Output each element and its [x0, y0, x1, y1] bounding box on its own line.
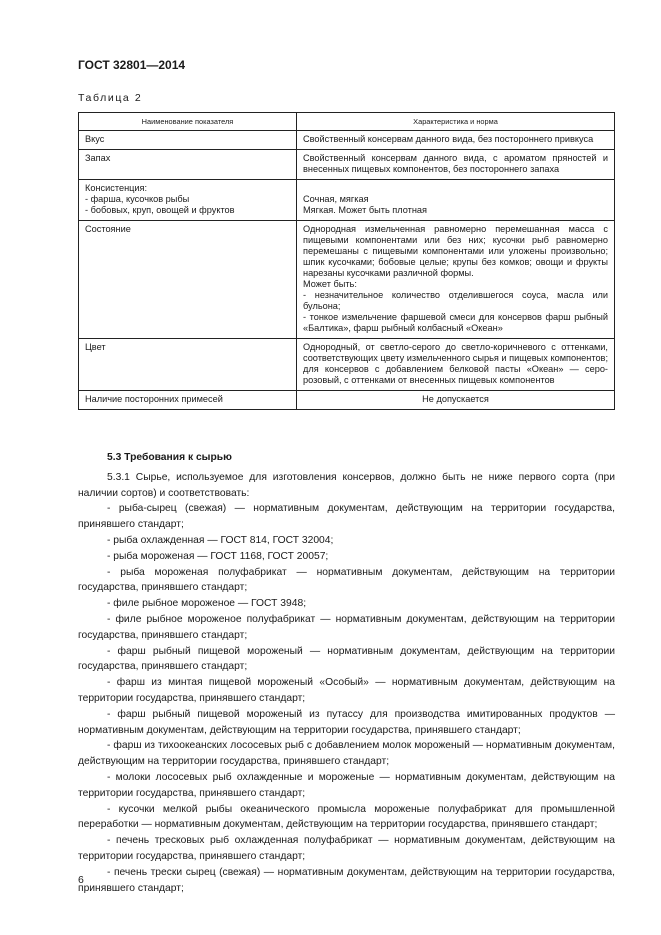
- table-row: [79, 180, 615, 221]
- row-value-group: [297, 221, 615, 339]
- list-item: - печень трески сырец (свежая) — нормативным документам, действующим на территории государства, принявшего стандарт;: [78, 866, 615, 894]
- list-item: - печень тресковых рыб охлажденная полуфабрикат — нормативным документам, действующим на территории государства, принявшего стандарт;: [78, 835, 615, 862]
- row-name: Вкус: [79, 131, 297, 150]
- row-note: - незначительное количество отделившегося соуса, масла или бульона;: [303, 290, 608, 311]
- list-item: - рыба охлажденная — ГОСТ 814, ГОСТ 32004;: [107, 534, 334, 546]
- list-item: - филе рыбное мороженое — ГОСТ 3948;: [107, 598, 307, 610]
- section-body: [78, 450, 615, 896]
- list-item: - фарш из тихоокеанских лососевых рыб с добавлением молок мороженый — нормативным документам, действующим на территории государства, принявшего стандарт;: [78, 740, 615, 768]
- column-header-value: Характеристика и норма: [297, 113, 615, 131]
- list-item: - кусочки мелкой рыбы океанического промысла мороженые полуфабрикат для промышленной переработки — нормативным документам, действующим на территории государства, принявшего стандарт;: [78, 803, 615, 831]
- row-note: - тонкое измельчение фаршевой смеси для консервов фарш рыбный «Балтика», фарш рыбный колбасный «Океан»: [303, 312, 608, 333]
- row-value: Не допускается: [297, 391, 615, 410]
- paragraph: 5.3.1 Сырье, используемое для изготовления консервов, должно быть не ниже первого сорта (при наличии сортов) и соответствовать:: [78, 471, 615, 499]
- standard-header: ГОСТ 32801—2014: [78, 58, 186, 72]
- list-item: - рыба мороженая полуфабрикат — нормативным документам, действующим на территории государства, принявшего стандарт;: [78, 566, 615, 594]
- row-value: Однородная измельченная равномерно перемешанная масса с пищевыми компонентами или без них; кусочки рыб равномерно перемешаны с пищевыми компонентами или уложены произвольно; шпик кусочками; бобовые целые; крупы без комков; овощи и фрукты нарезаны кусочками различной формы.: [303, 224, 608, 278]
- row-value: Свойственный консервам данного вида, без постороннего привкуса: [297, 131, 615, 150]
- row-name: Консистенция:: [85, 183, 148, 193]
- list-item: - молоки лососевых рыб охлажденные и мороженые — нормативным документам, действующим на территории государства, принявшего стандарт;: [78, 771, 615, 799]
- list-item: - рыба-сырец (свежая) — нормативным документам, действующим на территории государства, принявшего стандарт;: [78, 503, 615, 531]
- list-item: - филе рыбное мороженое полуфабрикат — нормативным документам, действующим на территории государства, принявшего стандарт;: [78, 613, 615, 641]
- row-name: Состояние: [79, 221, 297, 339]
- row-name: Запах: [79, 150, 297, 180]
- table-header-row: [79, 113, 615, 131]
- table-caption: Таблица 2: [78, 92, 143, 104]
- row-sub-value: Мягкая. Может быть плотная: [303, 205, 427, 215]
- list-item: - фарш из минтая пищевой мороженый «Особый» — нормативным документам, действующим на территории государства, принявшего стандарт;: [78, 677, 615, 704]
- list-item: - фарш рыбный пищевой мороженый из путассу для производства имитированных продуктов — нормативным документам, действующим на территории государства, принявшего стандарт;: [78, 708, 615, 736]
- row-value: Однородный, от светло-серого до светло-коричневого с оттенками, соответствующих цвету измельченного сырья и пищевых компонентов; для консервов с добавлением белковой пасты «Океан» — серо-розовый, с оттенками от внесенных пищевых компонентов: [297, 339, 615, 391]
- row-note-title: Может быть:: [303, 279, 357, 289]
- specification-table: [78, 112, 615, 410]
- row-value-group: [297, 180, 615, 221]
- table-row: [79, 221, 615, 339]
- row-sub-name: - фарша, кусочков рыбы: [85, 194, 190, 204]
- row-value: Свойственный консервам данного вида, с ароматом пряностей и внесенных пищевых компонентов, без постороннего запаха: [297, 150, 615, 180]
- row-name: Наличие посторонних примесей: [79, 391, 297, 410]
- table-row: [79, 131, 615, 150]
- table-row: [79, 150, 615, 180]
- table-row: [79, 391, 615, 410]
- row-sub-name: - бобовых, круп, овощей и фруктов: [85, 205, 235, 215]
- table-row: [79, 339, 615, 391]
- column-header-name: Наименование показателя: [79, 113, 297, 131]
- row-name-group: [79, 180, 297, 221]
- row-sub-value: Сочная, мягкая: [303, 194, 369, 204]
- section-title: 5.3 Требования к сырью: [107, 452, 232, 463]
- page-number: 6: [78, 874, 84, 886]
- list-item: - фарш рыбный пищевой мороженый — нормативным документам, действующим на территории государства, принявшего стандарт;: [78, 645, 615, 673]
- row-name: Цвет: [79, 339, 297, 391]
- list-item: - рыба мороженая — ГОСТ 1168, ГОСТ 20057;: [107, 550, 329, 562]
